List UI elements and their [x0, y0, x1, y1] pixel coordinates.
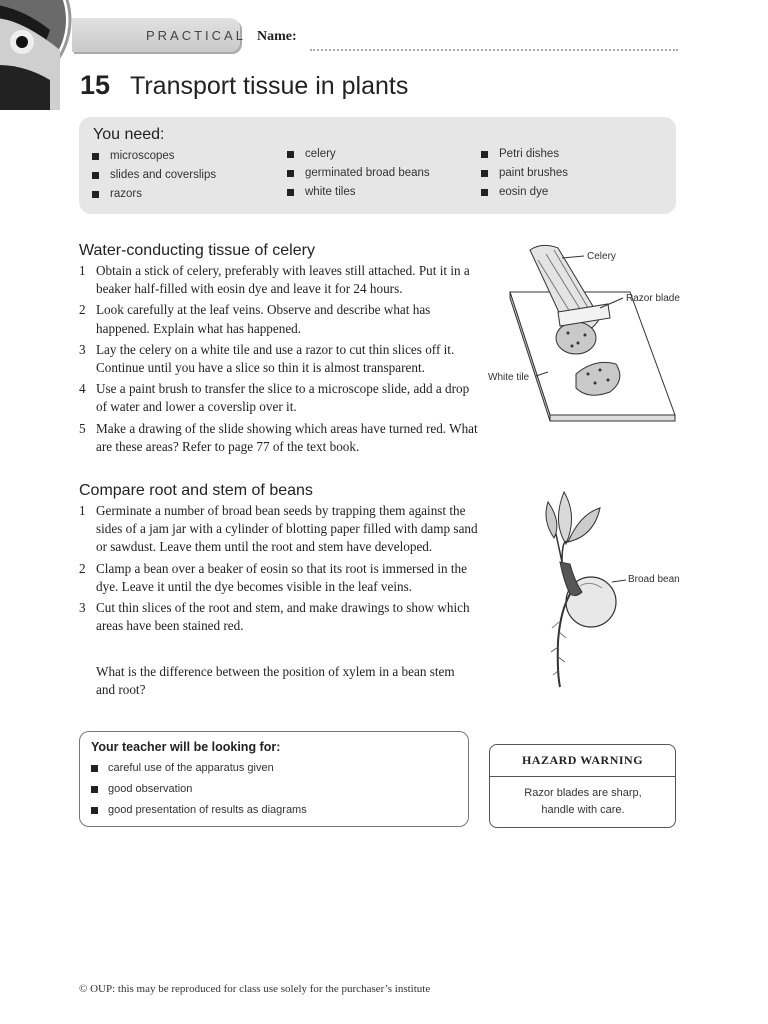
- celery-steps: [79, 262, 479, 459]
- you-need-title: You need:: [93, 126, 165, 143]
- label-celery: Celery: [587, 251, 616, 262]
- step-item: 4 Use a paint brush to transfer the slice to a microscope slide, add a drop of water and lower a coverslip over it.: [79, 381, 470, 415]
- name-field-line[interactable]: [310, 49, 678, 51]
- teacher-criteria-list: [91, 761, 307, 824]
- practical-number: 15: [80, 70, 111, 100]
- toucan-photo: [0, 0, 72, 112]
- section-title-beans: Compare root and stem of beans: [79, 482, 313, 499]
- step-item: 3 Lay the celery on a white tile and use a razor to cut thin slices off it. Continue until you have a slice so thin it is almost transparent.: [79, 341, 455, 376]
- label-white-tile: White tile: [488, 372, 530, 383]
- broad-bean-diagram: [540, 482, 630, 692]
- label-broad-bean: Broad bean: [628, 574, 680, 585]
- list-item: microscopes: [90, 149, 216, 168]
- step-item: 5 Make a drawing of the slide showing which areas have turned red. What are these areas? Refer to page 77 of the text book.: [79, 420, 478, 454]
- label-razor-blade: Razor blade: [626, 293, 680, 304]
- list-item: good presentation of results as diagrams: [91, 803, 307, 824]
- bean-steps: [79, 502, 479, 638]
- list-item: celery: [285, 147, 430, 166]
- you-need-column-3: [479, 147, 568, 204]
- list-item: careful use of the apparatus given: [91, 761, 307, 782]
- list-item: eosin dye: [479, 185, 568, 204]
- list-item: good observation: [91, 782, 307, 803]
- name-label: Name:: [257, 29, 297, 44]
- section-title-celery: Water-conducting tissue of celery: [79, 242, 315, 259]
- list-item: white tiles: [285, 185, 430, 204]
- you-need-column-1: [90, 149, 216, 206]
- list-item: germinated broad beans: [285, 166, 430, 185]
- step-item: 1 Obtain a stick of celery, preferably with leaves still attached. Put it in a beaker half-filled with eosin dye and leave it for 24 hours.: [79, 263, 470, 297]
- practical-label: PRACTICAL: [146, 28, 246, 43]
- you-need-column-2: [285, 147, 430, 204]
- list-item: Petri dishes: [479, 147, 568, 166]
- xylem-question: What is the difference between the position of xylem in a bean stem and root?: [96, 664, 455, 698]
- hazard-warning-text: Razor blades are sharp, handle with care.: [524, 787, 642, 816]
- copyright-footer: © OUP: this may be reproduced for class use solely for the purchaser’s institute: [79, 983, 431, 995]
- hazard-warning-box: [489, 744, 676, 828]
- list-item: slides and coverslips: [90, 168, 216, 187]
- page-title: Transport tissue in plants: [130, 72, 409, 100]
- step-item: 2 Look carefully at the leaf veins. Observe and describe what has happened. Explain what has happened.: [79, 302, 431, 336]
- step-item: 1 Germinate a number of broad bean seeds by trapping them against the sides of a jam jar with a cylinder of blotting paper filled with damp sand or sawdust. Leave them until the root and stem have developed.: [79, 503, 478, 555]
- step-item: 3 Cut thin slices of the root and stem, and make drawings to show which areas have been stained red.: [79, 600, 470, 634]
- celery-tile-diagram: [480, 240, 680, 425]
- list-item: razors: [90, 187, 216, 206]
- list-item: paint brushes: [479, 166, 568, 185]
- step-item: 2 Clamp a bean over a beaker of eosin so that its root is immersed in the dye. Leave it until the dye becomes visible in the leaf veins.: [79, 560, 467, 594]
- teacher-criteria-title: Your teacher will be looking for:: [91, 740, 281, 754]
- hazard-warning-title: HAZARD WARNING: [490, 745, 675, 777]
